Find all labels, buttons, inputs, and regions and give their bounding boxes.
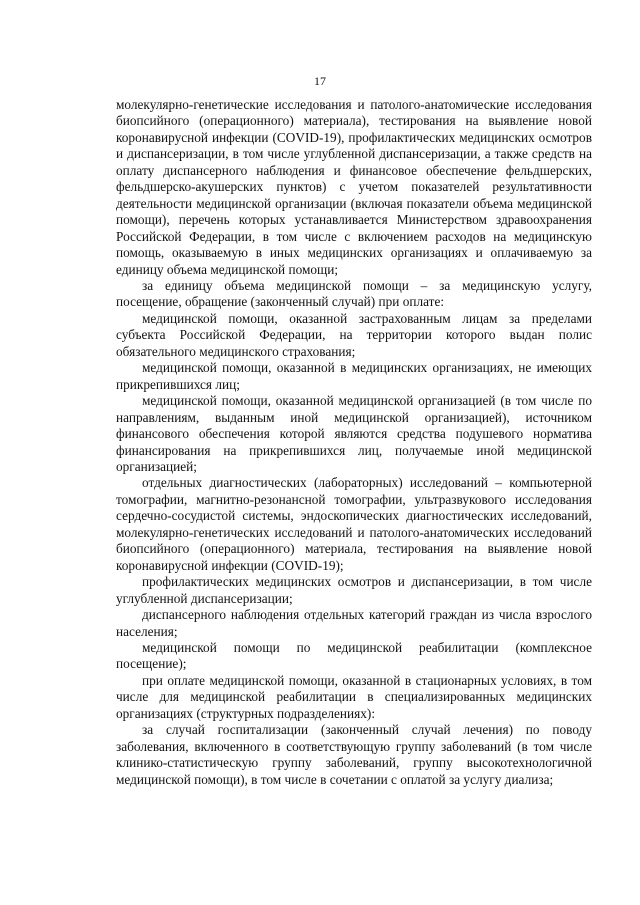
page-number: 17: [314, 74, 326, 88]
paragraph-no-attached-persons: медицинской помощи, оказанной в медицинских организациях, не имеющих прикрепившихся лиц;: [116, 360, 592, 392]
paragraph-inpatient-care: при оплате медицинской помощи, оказанной в стационарных условиях, в том числе для медицинской реабилитации в специализированных медицинских организациях (структурных подразделениях):: [116, 672, 592, 721]
paragraph-diagnostic-studies: отдельных диагностических (лабораторных) исследований – компьютерной томографии, магнитно-резонансной томографии, ультразвукового исследования сердечно-сосудистой системы, эндоскопических диагностических исследований, молекулярно-генетических исследований и патолого-анатомических исследований биопсийного (операционного) материала, тестирования на выявление новой коронавирусной инфекции (COVID-19);: [116, 475, 592, 573]
paragraph-unit-of-volume: за единицу объема медицинской помощи – за медицинскую услугу, посещение, обращение (законченный случай) при оплате:: [116, 277, 592, 310]
paragraph-by-referral: медицинской помощи, оказанной медицинской организацией (в том числе по направлениям, выданным иной медицинской организацией), источником финансового обеспечения которой являются средства подушевого норматива финансирования на прикрепившихся лиц, получаемые иной медицинской организацией;: [116, 393, 592, 474]
paragraph-rehabilitation: медицинской помощи по медицинской реабилитации (комплексное посещение);: [116, 639, 592, 672]
paragraph-continuation: молекулярно-генетические исследования и патолого-анатомические исследования биопсийного (операционного) материала), тестирования на выявление новой коронавирусной инфекции (COVID-19), профилактических медицинских осмотров и диспансеризации, в том числе углубленной диспансеризации, а также средств на оплату диспансерного наблюдения и финансовое обеспечение фельдшерских, фельдшерско-акушерских пунктов) с учетом показателей результативности деятельности медицинской организации (включая показатели объема медицинской помощи), перечень которых устанавливается Министерством здравоохранения Российской Федерации, в том числе с включением расходов на медицинскую помощь, оказываемую в иных медицинских организациях и оплачиваемую за единицу объема медицинской помощи;: [116, 97, 592, 277]
paragraph-dispensary-observation: диспансерного наблюдения отдельных категорий граждан из числа взрослого населения;: [116, 607, 592, 639]
paragraph-preventive-exams: профилактических медицинских осмотров и диспансеризации, в том числе углубленной диспансеризации;: [116, 574, 592, 606]
paragraph-outside-subject: медицинской помощи, оказанной застрахованным лицам за пределами субъекта Российской Федерации, на территории которого выдан полис обязательного медицинского страхования;: [116, 310, 592, 359]
paragraph-hospitalization-case: за случай госпитализации (законченный случай лечения) по поводу заболевания, включенного в соответствующую группу заболеваний (в том числе клинико-статистическую группу заболеваний, группу высокотехнологичной медицинской помощи), в том числе в сочетании с оплатой за услугу диализа;: [116, 722, 592, 787]
document-body: [116, 97, 592, 788]
